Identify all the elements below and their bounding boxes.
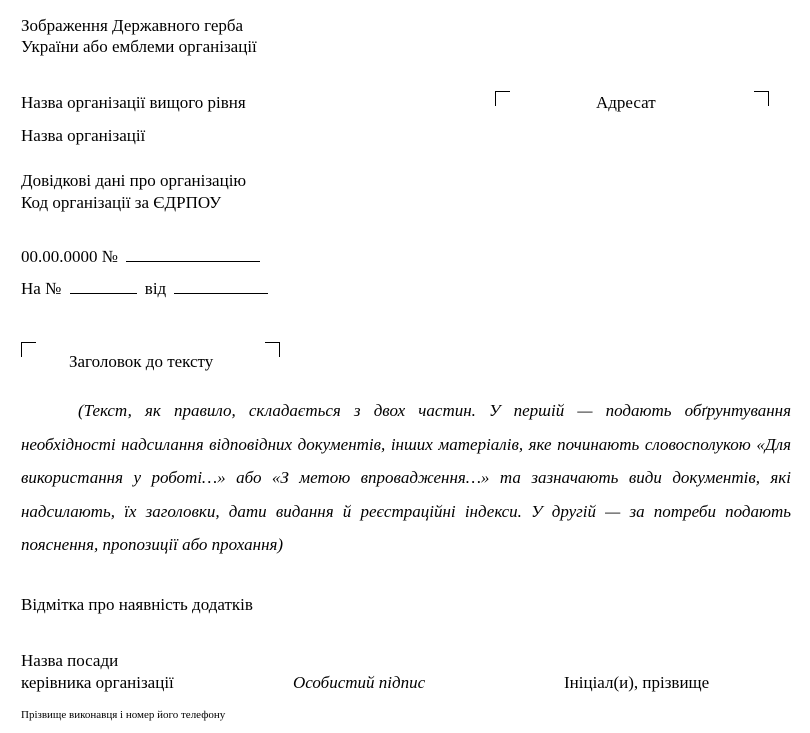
executor-info: Прізвище виконавця і номер його телефону bbox=[21, 709, 226, 721]
heading-label: Заголовок до тексту bbox=[69, 352, 214, 371]
heading-corner-left bbox=[21, 342, 36, 357]
emblem-line-1: Зображення Державного герба bbox=[21, 16, 244, 35]
reply-date-blank bbox=[174, 277, 268, 294]
reply-number-blank bbox=[70, 277, 137, 294]
org-reference-data: Довідкові дані про організацію bbox=[21, 171, 247, 190]
addressee-corner-left bbox=[495, 91, 510, 106]
attachments-mark: Відмітка про наявність додатків bbox=[21, 595, 253, 614]
higher-org-name: Назва організації вищого рівня bbox=[21, 93, 246, 112]
org-edrpou-code: Код організації за ЄДРПОУ bbox=[21, 193, 222, 212]
personal-signature: Особистий підпис bbox=[293, 673, 426, 692]
heading-corner-right bbox=[265, 342, 280, 357]
addressee-corner-right bbox=[754, 91, 769, 106]
org-name: Назва організації bbox=[21, 126, 146, 145]
reply-from-label: від bbox=[144, 279, 167, 298]
signature-position-line-2: керівника організації bbox=[21, 673, 174, 692]
initials-surname: Ініціал(и), прізвище bbox=[564, 673, 710, 692]
registration-number-blank bbox=[126, 245, 260, 262]
addressee-label: Адресат bbox=[596, 93, 656, 112]
registration-date-number bbox=[21, 245, 260, 267]
emblem-line-2: України або емблеми організації bbox=[21, 37, 257, 56]
reply-reference bbox=[21, 277, 268, 299]
signature-position-line-1: Назва посади bbox=[21, 651, 119, 670]
reply-prefix-label: На № bbox=[21, 279, 62, 298]
registration-date-number-label: 00.00.0000 № bbox=[21, 247, 118, 266]
body-text: (Текст, як правило, складається з двох частин. У першій — подають обґрунтування необхідності надсилання відповідних документів, інших матеріалів, яке починають словосполукою «Для використання у роботі…» або «З метою впровадження…» та зазначають види документів, які надсилають, їх заголовки, дати видання й реєстраційні індекси. У другій — за потреби подають пояснення, пропозиції або прохання) bbox=[21, 401, 791, 554]
